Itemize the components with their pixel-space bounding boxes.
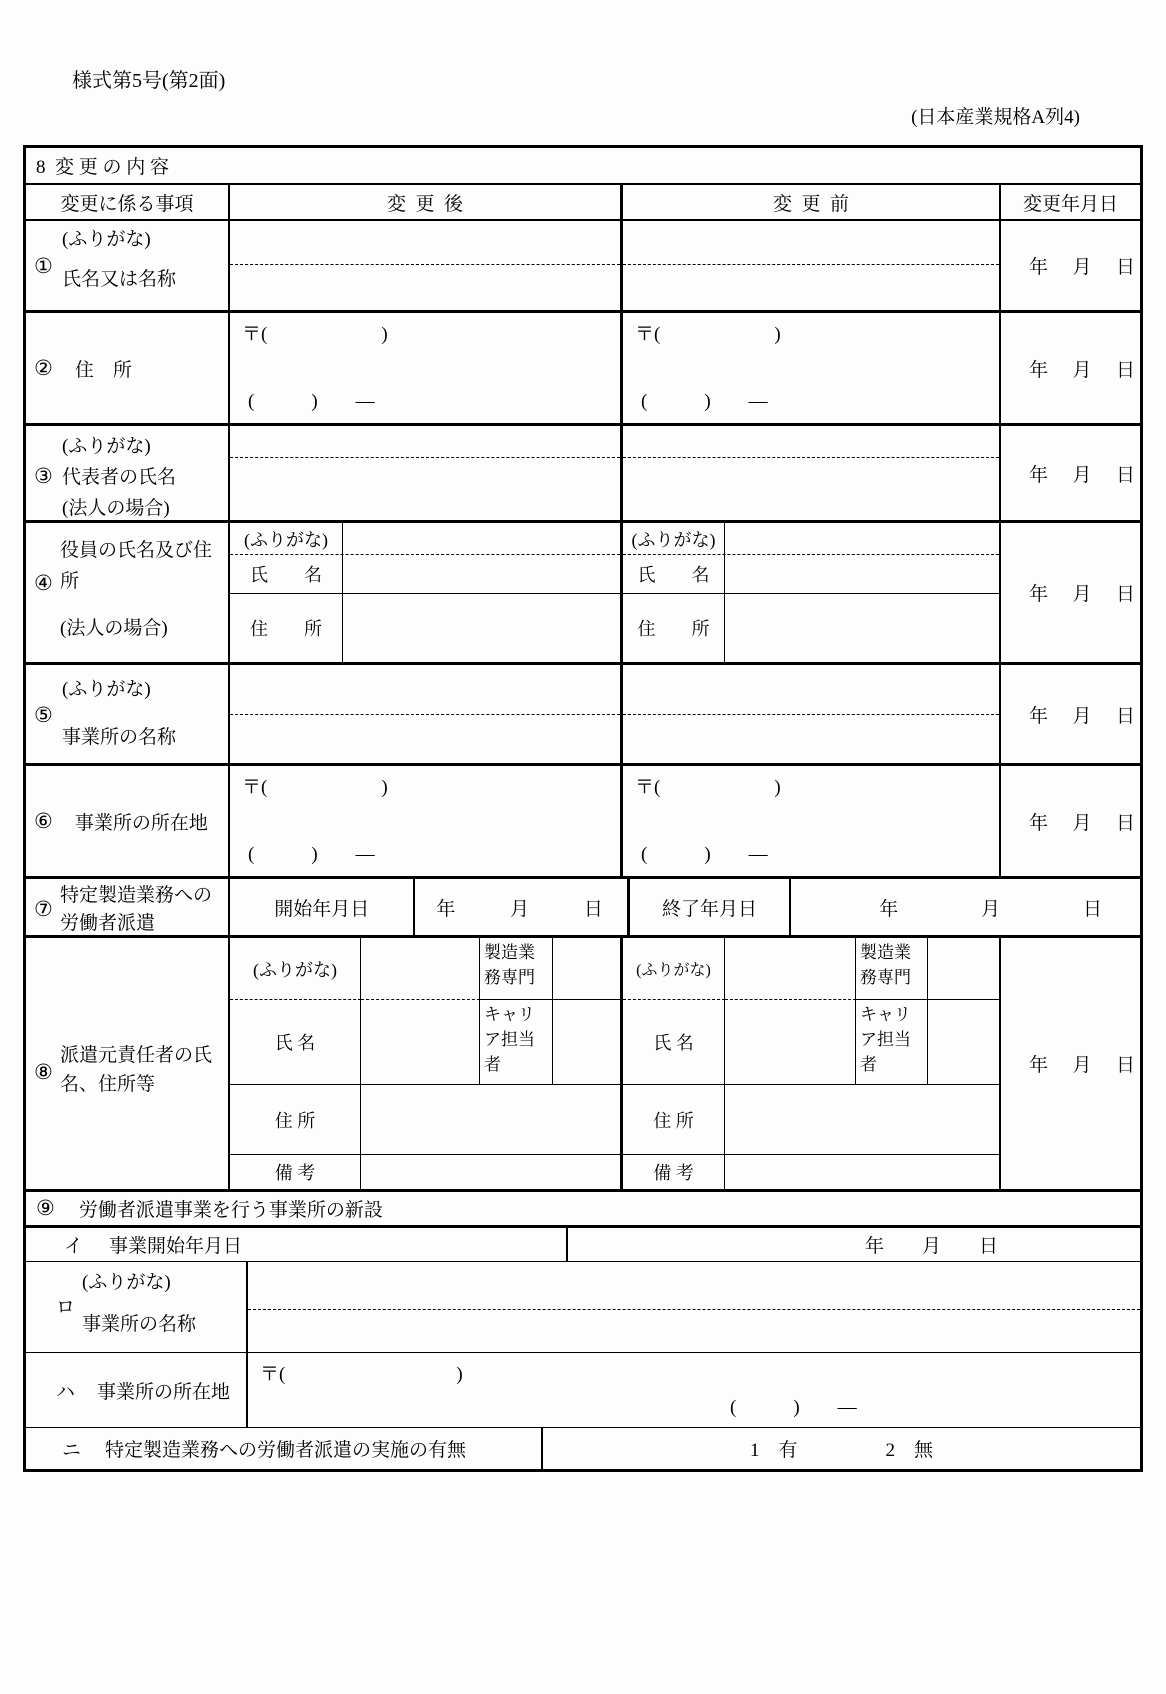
postal-mark: 〒( ) — [242, 777, 388, 798]
end-date-label-cell: 終了年月日 — [630, 879, 791, 935]
row-4-date-field[interactable] — [1001, 523, 1140, 662]
row-6-after-field[interactable] — [230, 766, 623, 876]
supervisor-name-field[interactable] — [361, 1000, 480, 1085]
row-ro-label — [26, 1262, 248, 1352]
row-6-office-location — [26, 766, 1140, 879]
row-1-date-field[interactable] — [1001, 221, 1140, 310]
col-header-item: 変更に係る事項 — [26, 185, 230, 219]
year-label: 年 — [1029, 464, 1049, 486]
row-2-date-field[interactable] — [1001, 313, 1140, 423]
row-ha-office-location — [26, 1353, 1140, 1428]
row-4-label — [26, 523, 230, 662]
remarks-field[interactable] — [725, 1155, 999, 1189]
end-date-field[interactable] — [791, 879, 1140, 935]
row-2-label — [26, 313, 230, 423]
row-3-after-field[interactable] — [230, 426, 623, 520]
officer-address-field[interactable] — [725, 594, 999, 662]
career-officer-box: キャリア担当者 — [480, 1000, 553, 1085]
furigana-separator — [623, 714, 999, 715]
year-label: 年 — [1029, 584, 1049, 605]
day-label: 日 — [583, 898, 603, 920]
column-header-row — [26, 185, 1140, 221]
officer-address-field[interactable] — [343, 594, 620, 662]
phone-line: ( ) ― — [641, 844, 768, 865]
row-i-date-field[interactable] — [568, 1228, 1140, 1261]
remarks-label: 備 考 — [623, 1155, 725, 1189]
year-label: 年 — [1029, 1055, 1049, 1076]
row-5-number: ⑤ — [34, 703, 53, 727]
row-7-manufacturing-dispatch — [26, 879, 1140, 938]
postal-mark: 〒( ) — [242, 324, 388, 345]
col-header-before: 変 更 前 — [623, 185, 1001, 219]
officer-name-field[interactable] — [343, 555, 620, 593]
day-label: 日 — [1115, 1055, 1135, 1076]
phone-line: ( ) ― — [248, 844, 375, 865]
row-ni-dispatch-yesno — [26, 1428, 1140, 1469]
supervisor-name-label: 氏 名 — [623, 1000, 725, 1085]
form-code: 様式第5号(第2面) — [72, 70, 226, 92]
row-1-label — [26, 221, 230, 310]
start-date-label-cell: 開始年月日 — [230, 879, 415, 935]
row-2-label-text: 住 所 — [74, 359, 132, 381]
officer-address-label: 住 所 — [230, 594, 343, 662]
row-3-date-field[interactable] — [1001, 426, 1140, 520]
officer-name-field[interactable] — [725, 555, 999, 593]
furigana-label: (ふりがな) — [623, 938, 725, 1000]
year-label: 年 — [1029, 257, 1049, 278]
month-label: 月 — [1072, 257, 1092, 278]
row-7-label — [26, 879, 230, 935]
manufacturing-duty-check-field[interactable] — [928, 938, 999, 1000]
supervisor-address-label: 住 所 — [230, 1085, 361, 1154]
career-officer-check-field[interactable] — [553, 1000, 620, 1085]
row-8-label — [26, 938, 230, 1189]
phone-line: ( ) ― — [248, 391, 375, 412]
row-8-after-group — [230, 938, 623, 1189]
supervisor-furigana-field[interactable] — [725, 938, 856, 1000]
day-label: 日 — [978, 1236, 998, 1257]
day-label: 日 — [1115, 359, 1135, 381]
furigana-label: (ふりがな) — [62, 679, 151, 700]
row-8-number: ⑧ — [34, 1060, 53, 1084]
officer-name-furigana-field[interactable] — [343, 523, 620, 554]
row-4-officers — [26, 523, 1140, 665]
year-label: 年 — [436, 898, 456, 920]
month-label: 月 — [510, 898, 530, 920]
row-ha-number: ハ — [56, 1381, 76, 1403]
col-header-after: 変 更 後 — [230, 185, 623, 219]
officer-name-furigana-field[interactable] — [725, 523, 999, 554]
row-6-label-text: 事業所の所在地 — [74, 812, 208, 834]
row-i-label-text: 事業開始年月日 — [109, 1236, 243, 1257]
furigana-separator — [230, 457, 620, 458]
row-4-label-text: 役員の氏名及び住所 — [60, 540, 213, 592]
furigana-separator — [230, 264, 620, 265]
row-3-number: ③ — [34, 464, 53, 488]
row-9-new-office-header — [26, 1192, 1140, 1228]
postal-mark: 〒( ) — [260, 1364, 463, 1385]
row-3-before-field[interactable] — [623, 426, 1001, 520]
month-label: 月 — [1072, 584, 1092, 605]
month-label: 月 — [981, 898, 1001, 920]
day-label: 日 — [1082, 898, 1102, 920]
row-ni-label — [26, 1428, 543, 1469]
postal-mark: 〒( ) — [635, 324, 781, 345]
officer-name-label: 氏 名 — [623, 555, 725, 593]
row-5-label — [26, 665, 230, 763]
furigana-separator — [248, 1309, 1140, 1310]
section8-title-row — [26, 148, 1140, 185]
row-6-number: ⑥ — [34, 808, 53, 833]
option-no[interactable]: 2 無 — [885, 1440, 934, 1461]
postal-mark: 〒( ) — [635, 777, 781, 798]
day-label: 日 — [1115, 812, 1135, 834]
change-content-table — [23, 145, 1143, 1472]
row-ha-label — [26, 1353, 248, 1427]
row-9-label-text: 労働者派遣事業を行う事業所の新設 — [78, 1200, 383, 1221]
supervisor-address-field[interactable] — [725, 1085, 999, 1154]
furigana-label: (ふりがな) — [62, 436, 151, 457]
phone-line: ( ) ― — [730, 1397, 857, 1418]
row-1-after-field[interactable] — [230, 221, 623, 310]
year-label: 年 — [1029, 359, 1049, 381]
row-2-after-field[interactable] — [230, 313, 623, 423]
row-1-number: ① — [34, 254, 53, 278]
row-3-label-text: 代表者の氏名 — [62, 467, 177, 488]
row-ro-number: ロ — [56, 1297, 76, 1318]
year-label: 年 — [1029, 705, 1049, 727]
month-label: 月 — [1072, 359, 1092, 381]
furigana-separator — [230, 714, 620, 715]
row-ro-label-text: 事業所の名称 — [82, 1314, 197, 1335]
row-7-number: ⑦ — [34, 897, 53, 921]
supervisor-name-field[interactable] — [725, 1000, 856, 1085]
corp-case-label: (法人の場合) — [60, 618, 168, 639]
row-5-label-text: 事業所の名称 — [62, 727, 177, 748]
paper-size-note: (日本産業規格A列4) — [911, 107, 1080, 128]
row-ha-label-text: 事業所の所在地 — [97, 1381, 231, 1403]
row-8-supervisor — [26, 938, 1140, 1192]
phone-line: ( ) ― — [641, 391, 768, 412]
row-4-after-group — [230, 523, 623, 662]
manufacturing-duty-box: 製造業務専門 — [856, 938, 928, 1000]
furigana-label: (ふりがな) — [230, 523, 343, 554]
supervisor-address-label: 住 所 — [623, 1085, 725, 1154]
row-8-before-group — [623, 938, 1001, 1189]
row-ni-options — [543, 1428, 1140, 1469]
row-3-label — [26, 426, 230, 520]
row-ha-location-field[interactable] — [248, 1353, 1140, 1427]
remarks-field[interactable] — [361, 1155, 620, 1189]
section8-title: 8 変 更 の 内 容 — [36, 157, 170, 178]
day-label: 日 — [1115, 257, 1135, 278]
career-officer-box: キャリア担当者 — [856, 1000, 928, 1085]
row-2-address — [26, 313, 1140, 426]
year-label: 年 — [1029, 812, 1049, 834]
row-ro-office-name — [26, 1262, 1140, 1353]
row-1-name — [26, 221, 1140, 313]
row-8-date-field[interactable] — [1001, 938, 1140, 1189]
row-5-after-field[interactable] — [230, 665, 623, 763]
row-4-number: ④ — [34, 571, 53, 595]
furigana-label: (ふりがな) — [230, 938, 361, 1000]
month-label: 月 — [921, 1236, 941, 1257]
row-2-number: ② — [34, 355, 53, 380]
remarks-label: 備 考 — [230, 1155, 361, 1189]
row-ro-name-field[interactable] — [248, 1262, 1140, 1352]
row-5-office-name — [26, 665, 1140, 766]
row-ni-label-text: 特定製造業務への労働者派遣の実施の有無 — [105, 1440, 467, 1461]
start-date-field[interactable] — [415, 879, 630, 935]
year-label: 年 — [865, 1236, 885, 1257]
supervisor-address-field[interactable] — [361, 1085, 620, 1154]
row-7-label-text: 特定製造業務への労働者派遣 — [60, 885, 213, 934]
day-label: 日 — [1115, 584, 1135, 605]
manufacturing-duty-box: 製造業務専門 — [480, 938, 553, 1000]
supervisor-furigana-field[interactable] — [361, 938, 480, 1000]
year-label: 年 — [879, 898, 899, 920]
officer-address-label: 住 所 — [623, 594, 725, 662]
row-1-label-text: 氏名又は名称 — [62, 269, 177, 290]
officer-name-label: 氏 名 — [230, 555, 343, 593]
day-label: 日 — [1115, 464, 1135, 486]
row-9-number: ⑨ — [36, 1196, 55, 1220]
furigana-label: (ふりがな) — [62, 229, 151, 250]
furigana-label: (ふりがな) — [82, 1272, 171, 1293]
row-8-label-text: 派遣元責任者の氏名、住所等 — [60, 1045, 213, 1095]
month-label: 月 — [1072, 705, 1092, 727]
row-i-label — [26, 1228, 568, 1261]
row-1-before-field[interactable] — [623, 221, 1001, 310]
supervisor-name-label: 氏 名 — [230, 1000, 361, 1085]
row-6-label — [26, 766, 230, 876]
row-5-before-field[interactable] — [623, 665, 1001, 763]
furigana-label: (ふりがな) — [623, 523, 725, 554]
row-i-number: イ — [64, 1236, 84, 1257]
row-2-before-field[interactable] — [623, 313, 1001, 423]
month-label: 月 — [1072, 1055, 1092, 1076]
option-yes[interactable]: 1 有 — [749, 1440, 798, 1461]
row-5-date-field[interactable] — [1001, 665, 1140, 763]
month-label: 月 — [1072, 464, 1092, 486]
row-i-business-start — [26, 1228, 1140, 1262]
career-officer-check-field[interactable] — [928, 1000, 999, 1085]
row-4-before-group — [623, 523, 1001, 662]
manufacturing-duty-check-field[interactable] — [553, 938, 620, 1000]
row-3-representative — [26, 426, 1140, 523]
row-6-date-field[interactable] — [1001, 766, 1140, 876]
furigana-separator — [623, 264, 999, 265]
col-header-date: 変更年月日 — [1022, 193, 1118, 215]
month-label: 月 — [1072, 812, 1092, 834]
day-label: 日 — [1115, 705, 1135, 727]
corp-case-label: (法人の場合) — [62, 498, 170, 519]
row-ni-number: ニ — [62, 1440, 82, 1461]
row-6-before-field[interactable] — [623, 766, 1001, 876]
furigana-separator — [623, 457, 999, 458]
